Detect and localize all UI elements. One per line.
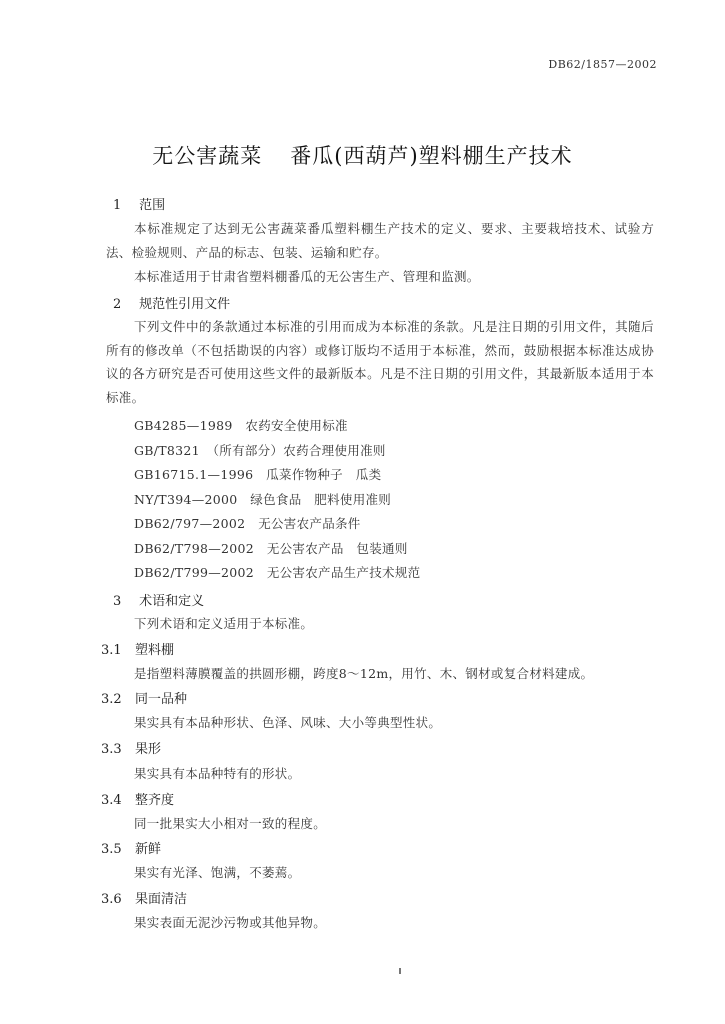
term-definition: 同一批果实大小相对一致的程度。 bbox=[134, 816, 327, 831]
term-number: 3.5 bbox=[101, 842, 122, 857]
section-number: 1 bbox=[113, 198, 122, 213]
term-definition: 果实具有本品种特有的形状。 bbox=[134, 766, 301, 781]
reference-item: DB62/T798—2002 无公害农产品 包装通则 bbox=[134, 540, 408, 556]
references-paragraph: 下列文件中的条款通过本标准的引用而成为本标准的条款。凡是注日期的引用文件，其随后所有的修改单（不包括勘误的内容）或修订版均不适用于本标准，然而，鼓励根据本标准达成协议的各方研究是否可使用这些文件的最新版本。凡是不注日期的引用文件，其最新版本适用于本标准。 bbox=[106, 319, 654, 405]
document-title bbox=[0, 140, 725, 170]
reference-list bbox=[134, 414, 420, 586]
term-name: 整齐度 bbox=[135, 793, 175, 808]
section-heading-3 bbox=[113, 590, 204, 609]
term-number: 3.1 bbox=[101, 643, 122, 658]
section-heading-1 bbox=[113, 194, 165, 213]
reference-item: GB/T8321 （所有部分）农药合理使用准则 bbox=[134, 442, 386, 458]
term-heading bbox=[101, 738, 161, 757]
scope-paragraph-1: 本标准规定了达到无公害蔬菜番瓜塑料棚生产技术的定义、要求、主要栽培技术、试验方法、检验规则、产品的标志、包装、运输和贮存。 bbox=[106, 221, 654, 260]
term-heading bbox=[101, 888, 187, 907]
section-number: 3 bbox=[113, 594, 122, 609]
term-name: 果形 bbox=[135, 742, 162, 757]
term-heading bbox=[101, 838, 161, 857]
section-title: 范围 bbox=[139, 198, 166, 213]
scan-mark bbox=[399, 968, 401, 974]
term-definition: 果实有光泽、饱满，不萎蔫。 bbox=[134, 865, 301, 880]
term-name: 塑料棚 bbox=[135, 643, 175, 658]
section-number: 2 bbox=[113, 297, 122, 312]
term-name: 果面清洁 bbox=[135, 892, 188, 907]
reference-item: GB16715.1—1996 瓜菜作物种子 瓜类 bbox=[134, 467, 382, 482]
term-heading bbox=[101, 639, 174, 658]
reference-item: DB62/797—2002 无公害农产品条件 bbox=[134, 516, 361, 531]
term-definition: 果实具有本品种形状、色泽、风味、大小等典型性状。 bbox=[134, 715, 442, 730]
title-part2: 番瓜(西葫芦)塑料棚生产技术 bbox=[290, 144, 573, 168]
standard-code: DB62/1857—2002 bbox=[548, 58, 657, 71]
section-title: 术语和定义 bbox=[139, 594, 205, 609]
term-number: 3.4 bbox=[101, 793, 122, 808]
scope-paragraph-2: 本标准适用于甘肃省塑料棚番瓜的无公害生产、管理和监测。 bbox=[134, 269, 480, 284]
term-number: 3.6 bbox=[101, 892, 122, 907]
term-heading bbox=[101, 789, 174, 808]
term-number: 3.3 bbox=[101, 742, 122, 757]
reference-item: NY/T394—2000 绿色食品 肥料使用准则 bbox=[134, 491, 392, 507]
reference-item: GB4285—1989 农药安全使用标准 bbox=[134, 418, 348, 433]
term-definition: 是指塑料薄膜覆盖的拱圆形棚，跨度8～12m，用竹、木、钢材或复合材料建成。 bbox=[134, 666, 594, 681]
term-number: 3.2 bbox=[101, 692, 122, 707]
term-name: 新鲜 bbox=[135, 842, 162, 857]
title-part1: 无公害蔬菜 bbox=[152, 144, 263, 168]
term-name: 同一品种 bbox=[135, 692, 188, 707]
term-heading bbox=[101, 688, 187, 707]
terms-intro: 下列术语和定义适用于本标准。 bbox=[134, 616, 314, 631]
section-heading-2 bbox=[113, 293, 230, 312]
section-title: 规范性引用文件 bbox=[139, 297, 231, 312]
reference-item: DB62/T799—2002 无公害农产品生产技术规范 bbox=[134, 565, 421, 580]
term-definition: 果实表面无泥沙污物或其他异物。 bbox=[134, 915, 327, 930]
